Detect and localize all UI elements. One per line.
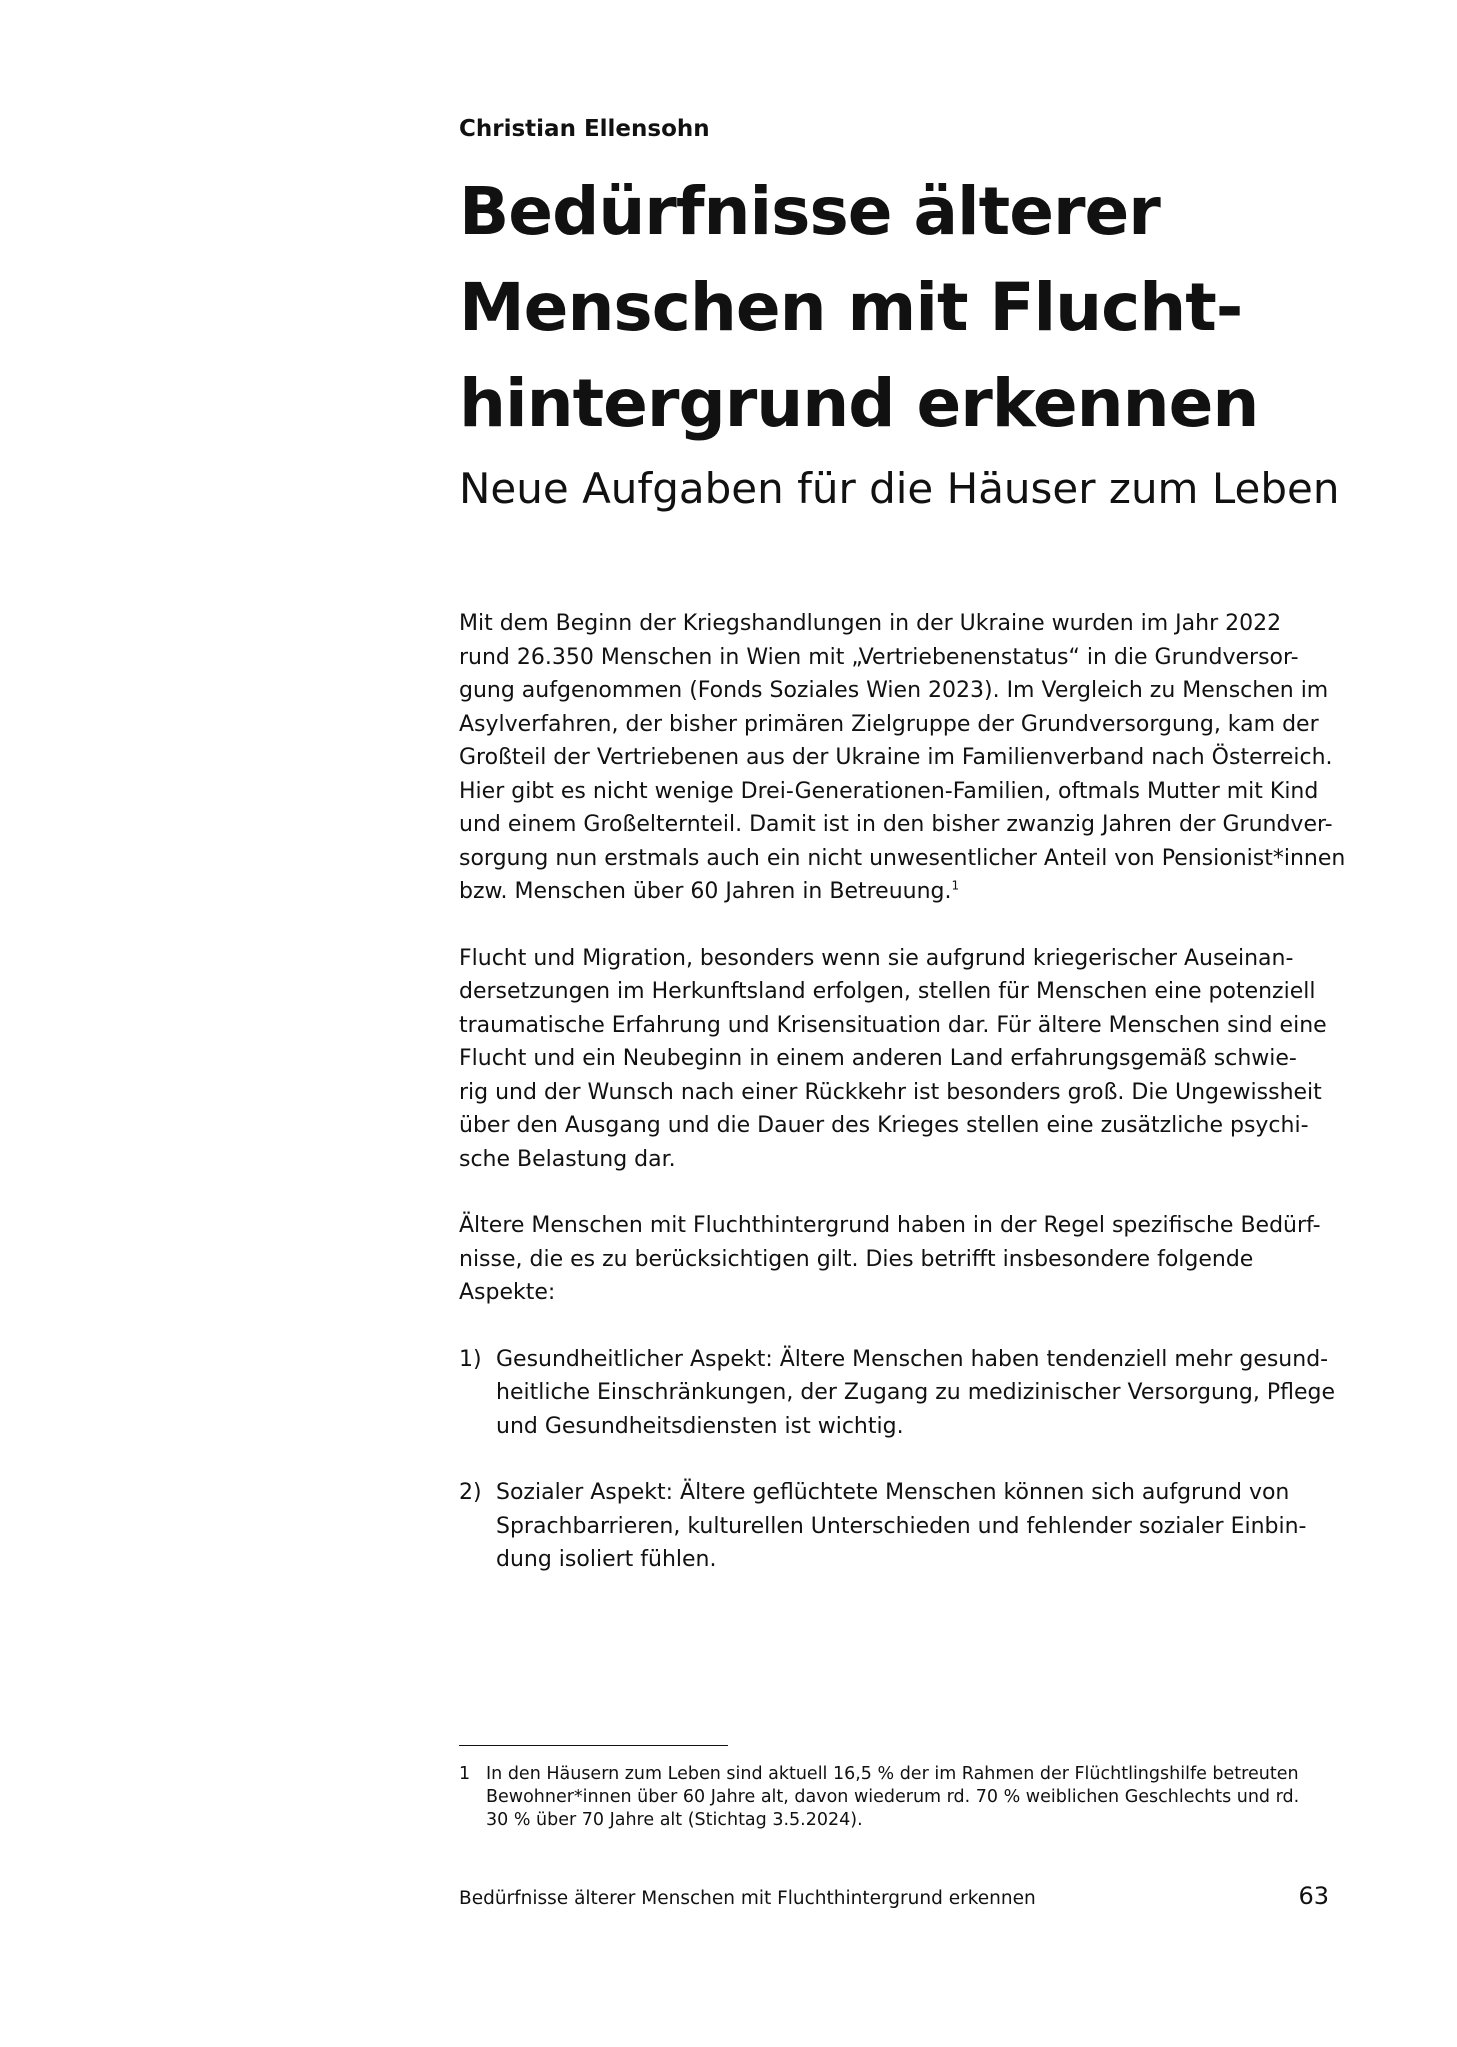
title-line: Bedürfnisse älterer <box>459 173 1160 250</box>
article-subtitle: Neue Aufgaben für die Häuser zum Leben <box>459 464 1340 513</box>
page-number: 63 <box>1298 1882 1329 1910</box>
text-line: In den Häusern zum Leben sind aktuell 16,5 % der im Rahmen der Flüchtlingshilfe betreuten <box>486 1764 1299 1784</box>
title-line: hintergrund erkennen <box>459 365 1259 442</box>
text-line: Sozialer Aspekt: Ältere geflüchtete Menschen können sich aufgrund von <box>496 1480 1290 1505</box>
text-line: traumatische Erfahrung und Krisensituation dar. Für ältere Menschen sind eine <box>459 1012 1327 1038</box>
page-footer <box>459 1882 1339 1916</box>
text-line: 30 % über 70 Jahre alt (Stichtag 3.5.2024). <box>486 1810 863 1830</box>
list-marker: 2) <box>459 1480 482 1505</box>
paragraph-2 <box>459 942 1339 1177</box>
article-title <box>459 164 1339 452</box>
aspects-list <box>459 1343 1339 1577</box>
text-line: Großteil der Vertriebenen aus der Ukraine im Familienverband nach Österreich. <box>459 745 1333 770</box>
text-line: gung aufgenommen (Fonds Soziales Wien 2023). Im Vergleich zu Menschen im <box>459 678 1329 703</box>
text-line: Flucht und ein Neubeginn in einem anderen Land erfahrungsgemäß schwie- <box>459 1046 1297 1071</box>
text-line: Mit dem Beginn der Kriegshandlungen in der Ukraine wurden im Jahr 2022 <box>459 611 1282 636</box>
text-line: über den Ausgang und die Dauer des Krieges stellen eine zusätzliche psychi- <box>459 1113 1309 1138</box>
text-line-content: bzw. Menschen über 60 Jahren in Betreuung. <box>459 879 952 904</box>
text-line: sorgung nun erstmals auch ein nicht unwesentlicher Anteil von Pensionist*innen <box>459 845 1346 871</box>
text-line: Aspekte: <box>459 1280 556 1305</box>
list-marker: 1) <box>459 1346 482 1372</box>
text-line: und Gesundheitsdiensten ist wichtig. <box>496 1413 904 1439</box>
text-line: rund 26.350 Menschen in Wien mit „Vertriebenenstatus“ in die Grundversor- <box>459 644 1299 670</box>
text-line: Gesundheitlicher Aspekt: Ältere Menschen haben tendenziell mehr gesund- <box>496 1346 1329 1372</box>
list-item <box>459 1476 1339 1577</box>
text-line: sche Belastung dar. <box>459 1146 676 1172</box>
footnote <box>459 1763 1339 1832</box>
text-line: heitliche Einschränkungen, der Zugang zu medizinischer Versorgung, Pflege <box>496 1380 1335 1405</box>
text-line: und einem Großelternteil. Damit ist in den bisher zwanzig Jahren der Grundver- <box>459 812 1333 837</box>
author-name: Christian Ellensohn <box>459 116 710 142</box>
footnote-number: 1 <box>459 1764 471 1784</box>
text-line: dung isoliert fühlen. <box>496 1547 717 1572</box>
text-line: Ältere Menschen mit Fluchthintergrund haben in der Regel spezifische Bedürf- <box>459 1213 1321 1238</box>
text-line: Flucht und Migration, besonders wenn sie aufgrund kriegerischer Auseinan- <box>459 945 1294 971</box>
title-line: Menschen mit Flucht- <box>459 269 1243 346</box>
text-line: dersetzungen im Herkunftsland erfolgen, stellen für Menschen eine potenziell <box>459 979 1316 1004</box>
footnote-divider <box>459 1745 728 1746</box>
running-footer-title: Bedürfnisse älterer Menschen mit Fluchthintergrund erkennen <box>459 1888 1036 1909</box>
text-line <box>459 875 1339 909</box>
list-item <box>459 1343 1339 1444</box>
paragraph-3 <box>459 1209 1339 1310</box>
text-line: Asylverfahren, der bisher primären Zielgruppe der Grundversorgung, kam der <box>459 711 1319 737</box>
footnote-reference[interactable]: 1 <box>951 878 960 893</box>
text-line: nisse, die es zu berücksichtigen gilt. Dies betrifft insbesondere folgende <box>459 1246 1254 1272</box>
text-line: Sprachbarrieren, kulturellen Unterschieden und fehlender sozialer Einbin- <box>496 1513 1307 1539</box>
footnote-text <box>486 1763 1339 1832</box>
text-line: Bewohner*innen über 60 Jahre alt, davon wiederum rd. 70 % weiblichen Geschlechts und rd. <box>486 1787 1300 1807</box>
article-body <box>459 607 1346 1610</box>
article-header <box>459 112 1339 518</box>
text-line: Hier gibt es nicht wenige Drei-Generationen-Familien, oftmals Mutter mit Kind <box>459 778 1319 804</box>
text-line: rig und der Wunsch nach einer Rückkehr ist besonders groß. Die Ungewissheit <box>459 1079 1322 1105</box>
paragraph-1 <box>459 607 1346 909</box>
